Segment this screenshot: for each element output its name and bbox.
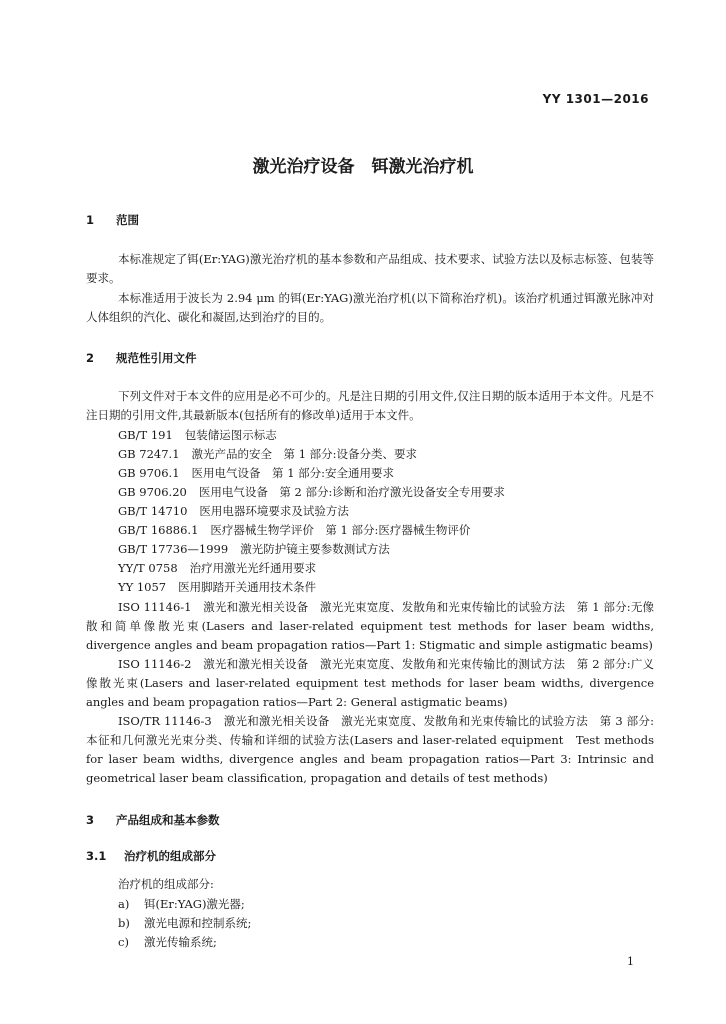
subsection-3-1-heading <box>86 848 216 864</box>
list-item <box>118 915 251 931</box>
reference-item <box>118 560 316 576</box>
reference-item <box>118 484 505 500</box>
reference-code: GB/T 14710 <box>118 504 188 518</box>
list-item <box>118 896 245 912</box>
reference-item <box>118 465 394 481</box>
section-number: 2 <box>86 351 95 365</box>
iso-reference-3: ISO/TR 11146-3 激光和激光相关设备 激光光束宽度、发散角和光束传输比的试验方法 第 3 部分:本征和几何激光光束分类、传输和详细的试验方法(Lasers and laser-related equipment Test methods for laser beam widths, divergence angles and beam propagation ratios—Part 3: Intrinsic and geometrical laser beam classification, propagation and details of test methods) <box>86 714 654 785</box>
list-label: a) <box>118 897 130 911</box>
reference-code: GB 9706.1 <box>118 466 180 480</box>
reference-title: 治疗用激光光纤通用要求 <box>189 561 317 575</box>
reference-code: YY/T 0758 <box>118 561 178 575</box>
reference-title: 医疗器械生物学评价 第 1 部分:医疗器械生物评价 <box>210 523 471 537</box>
references-intro: 下列文件对于本文件的应用是必不可少的。凡是注日期的引用文件,仅注日期的版本适用于本文件。凡是不注日期的引用文件,其最新版本(包括所有的修改单)适用于本文件。 <box>86 389 654 422</box>
list-text: 激光电源和控制系统; <box>144 916 252 930</box>
reference-title: 医用电气设备 第 2 部分:诊断和治疗激光设备安全专用要求 <box>198 485 505 499</box>
document-title: 激光治疗设备 铒激光治疗机 <box>252 157 474 177</box>
section-number: 3 <box>86 813 95 827</box>
reference-item <box>118 427 277 443</box>
reference-title: 医用脚踏开关通用技术条件 <box>178 580 317 594</box>
reference-code: GB 9706.20 <box>118 485 187 499</box>
reference-title: 激光防护镜主要参数测试方法 <box>240 542 390 556</box>
list-text: 铒(Er:YAG)激光器; <box>144 897 245 911</box>
reference-item <box>118 579 316 595</box>
list-label: c) <box>118 935 129 949</box>
list-label: b) <box>118 916 130 930</box>
section-number: 1 <box>86 213 95 227</box>
reference-item <box>118 522 470 538</box>
section-title: 范围 <box>116 213 139 227</box>
reference-title: 包装储运图示标志 <box>184 428 277 442</box>
iso-reference-2: ISO 11146-2 激光和激光相关设备 激光光束宽度、发散角和光束传输比的测试方法 第 2 部分:广义像散光束(Lasers and laser-related equipment test methods for laser beam widths, divergence angles and beam propagation ratios—Part 2: General astigmatic beams) <box>86 657 654 709</box>
list-text: 激光传输系统; <box>144 935 217 949</box>
components-intro: 治疗机的组成部分: <box>118 877 214 891</box>
iso-reference-1: ISO 11146-1 激光和激光相关设备 激光光束宽度、发散角和光束传输比的试验方法 第 1 部分:无像散和简单像散光束(Lasers and laser-related equipment test methods for laser beam widths, divergence angles and beam propagation ratios—Part 1: Stigmatic and simple astigmatic beams) <box>86 600 654 652</box>
page-number: 1 <box>627 955 634 968</box>
subsection-title: 治疗机的组成部分 <box>124 849 216 863</box>
section-2-heading <box>86 350 197 366</box>
section-title: 产品组成和基本参数 <box>116 813 220 827</box>
scope-paragraph-1: 本标准规定了铒(Er:YAG)激光治疗机的基本参数和产品组成、技术要求、试验方法以及标志标签、包装等要求。 <box>86 252 654 285</box>
subsection-number: 3.1 <box>86 849 107 863</box>
standard-number: YY 1301—2016 <box>542 92 649 106</box>
reference-code: YY 1057 <box>118 580 167 594</box>
scope-paragraph-2: 本标准适用于波长为 2.94 μm 的铒(Er:YAG)激光治疗机(以下简称治疗机)。该治疗机通过铒激光脉冲对人体组织的汽化、碳化和凝固,达到治疗的目的。 <box>86 291 654 324</box>
reference-item <box>118 541 390 557</box>
reference-code: GB/T 17736—1999 <box>118 542 229 556</box>
section-title: 规范性引用文件 <box>116 351 197 365</box>
reference-code: GB/T 16886.1 <box>118 523 199 537</box>
reference-item <box>118 446 417 462</box>
section-3-heading <box>86 812 220 828</box>
list-item <box>118 934 217 950</box>
section-1-heading <box>86 212 139 228</box>
reference-code: GB 7247.1 <box>118 447 180 461</box>
reference-title: 医用电器环境要求及试验方法 <box>199 504 349 518</box>
reference-item <box>118 503 349 519</box>
reference-title: 激光产品的安全 第 1 部分:设备分类、要求 <box>191 447 418 461</box>
reference-code: GB/T 191 <box>118 428 173 442</box>
reference-title: 医用电气设备 第 1 部分:安全通用要求 <box>191 466 395 480</box>
